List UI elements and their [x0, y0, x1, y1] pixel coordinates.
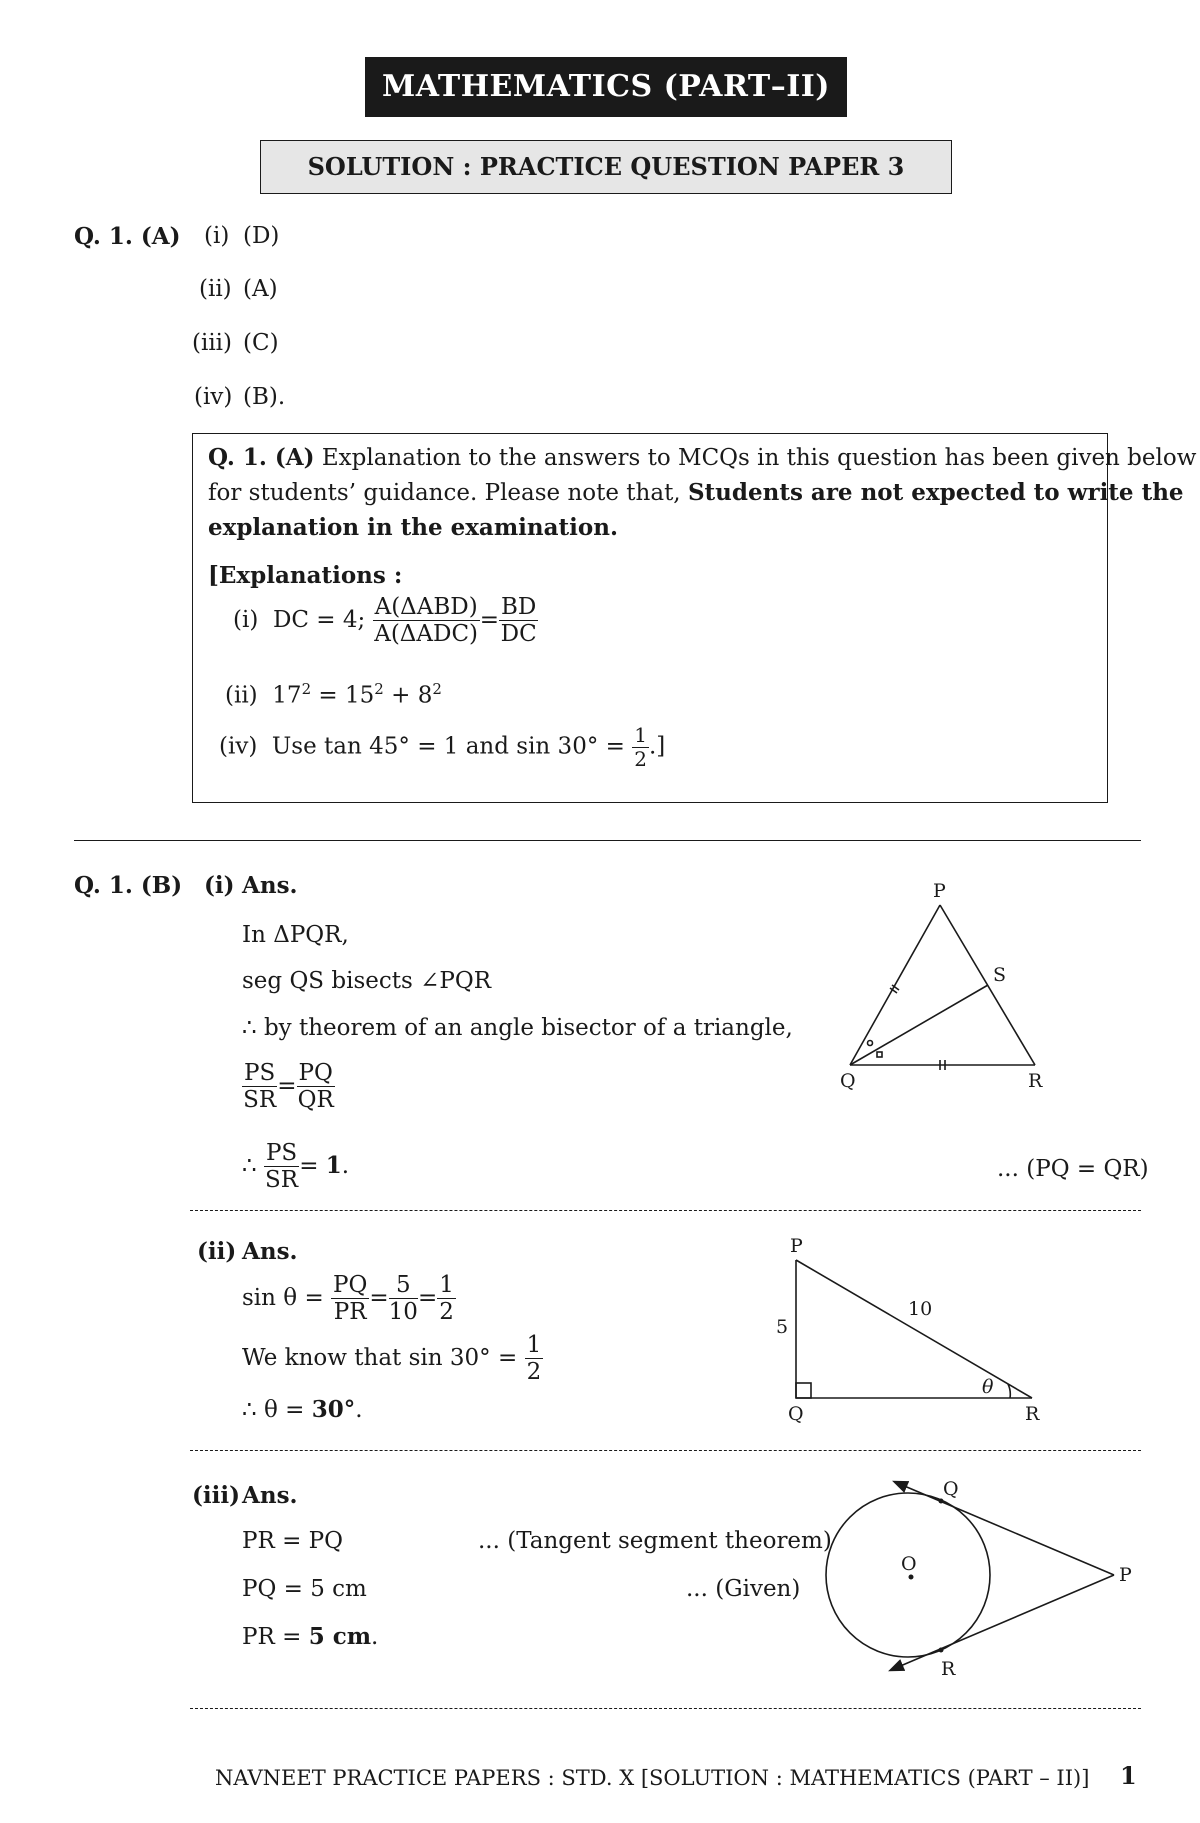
circle-tangents-figure	[815, 1465, 1145, 1685]
vertex-label-q: Q	[788, 1403, 804, 1425]
fraction-numerator: PS	[265, 1140, 298, 1166]
circle-o	[826, 1493, 990, 1657]
explanation-line-2	[208, 479, 1184, 508]
triangle-pqr-figure	[835, 875, 1055, 1095]
fraction-denominator: SR	[265, 1167, 299, 1194]
therefore-text: ∴ θ =	[242, 1397, 312, 1423]
equals-sign: =	[277, 1072, 297, 1099]
part-ii-result	[242, 1396, 363, 1425]
item-text: Use tan 45° = 1 and sin 30° =	[271, 733, 625, 760]
q1a-answer-num: (ii)	[199, 276, 232, 302]
fraction-denominator: 2	[634, 747, 647, 771]
part-ii-know	[242, 1332, 543, 1386]
dashed-divider	[190, 1450, 1141, 1451]
fraction-numerator: PS	[244, 1060, 276, 1086]
fraction-denominator: SR	[243, 1087, 277, 1114]
part-i-result	[242, 1140, 349, 1194]
part-iii-num: (iii)	[192, 1482, 240, 1509]
half-fraction	[632, 724, 649, 771]
point-label-p: P	[1119, 1564, 1132, 1586]
page-subtitle: SOLUTION : PRACTICE QUESTION PAPER 3	[260, 140, 952, 194]
vertex-label-r: R	[1025, 1403, 1040, 1425]
fraction-denominator: PR	[333, 1299, 367, 1326]
point-label-r: R	[941, 1658, 956, 1680]
angle-arc	[1008, 1384, 1010, 1398]
dashed-divider	[190, 1708, 1141, 1709]
know-text: We know that sin 30° =	[242, 1344, 518, 1371]
q1a-answer-num: (i)	[204, 223, 230, 249]
ratio-side-fraction	[499, 594, 538, 648]
q1a-answer-num: (iv)	[194, 384, 233, 410]
result-value: 1	[325, 1151, 342, 1179]
term: 17	[272, 682, 302, 709]
fraction-denominator: DC	[500, 621, 537, 648]
q1a-answer-value: (C)	[243, 330, 279, 356]
item-prefix: DC = 4;	[272, 606, 366, 633]
q1a-label: Q. 1. (A)	[74, 223, 181, 250]
fraction-numerator: 1	[634, 723, 647, 747]
explanation-line-1	[208, 444, 1196, 473]
explanation-item-i	[233, 594, 538, 648]
item-end: .]	[648, 733, 666, 760]
dashed-divider	[190, 1210, 1141, 1211]
vertex-label-r: R	[1028, 1070, 1043, 1092]
half-fraction	[437, 1272, 456, 1326]
result-prefix: PR =	[242, 1624, 309, 1650]
part-i-ratio	[242, 1060, 335, 1114]
explanation-warning-cont: explanation in the examination.	[208, 514, 618, 541]
side-pq	[850, 905, 940, 1065]
vertex-label-p: P	[933, 880, 946, 902]
result-end: .	[341, 1152, 350, 1179]
pq-pr-fraction	[331, 1272, 369, 1326]
fraction-numerator: 1	[439, 1272, 454, 1298]
fraction-numerator: PQ	[298, 1060, 333, 1086]
side-pr	[796, 1260, 1032, 1398]
part-i-line: In ΔPQR,	[242, 922, 349, 948]
exponent: 2	[432, 680, 442, 698]
right-triangle-figure	[770, 1230, 1050, 1430]
item-num: (i)	[233, 606, 259, 633]
result-value: 5 cm	[308, 1623, 372, 1650]
term: + 8	[383, 682, 433, 709]
explanation-note: for students’ guidance. Please note that,	[208, 480, 688, 506]
part-i-line: ∴ by theorem of an angle bisector of a triangle,	[242, 1015, 793, 1041]
part-iii-reason: ... (Given)	[686, 1576, 801, 1602]
equals-sign: =	[479, 606, 499, 633]
five-ten-fraction	[389, 1272, 418, 1326]
part-ii-num: (ii)	[197, 1238, 237, 1265]
point-label-q: Q	[943, 1478, 959, 1500]
angle-label-theta: θ	[982, 1376, 994, 1398]
explanation-box	[192, 433, 1197, 803]
half-fraction	[525, 1332, 544, 1386]
ratio-area-fraction	[373, 594, 480, 648]
section-divider	[74, 840, 1141, 841]
bisector-qs	[850, 985, 988, 1065]
equals-sign: =	[299, 1152, 326, 1179]
angle-mark	[868, 1041, 873, 1046]
exponent: 2	[301, 680, 312, 698]
right-angle-mark	[796, 1383, 811, 1398]
center-label-o: O	[901, 1553, 917, 1575]
fraction-denominator: A(ΔADC)	[374, 621, 479, 648]
equals-sign: =	[369, 1284, 389, 1311]
therefore-symbol: ∴	[242, 1152, 257, 1179]
part-iii-ans: Ans.	[242, 1482, 298, 1509]
q1a-answer-num: (iii)	[192, 330, 233, 356]
pq-qr-fraction	[297, 1060, 335, 1114]
fraction-denominator: 2	[439, 1299, 454, 1326]
q1a-answer-value: (B).	[243, 384, 286, 410]
result-end: .	[371, 1624, 379, 1650]
explanation-warning: Students are not expected to write the	[687, 479, 1184, 506]
explanations-heading: [Explanations :	[208, 562, 403, 589]
equals-sign: =	[417, 1284, 438, 1311]
page-title: MATHEMATICS (PART–II)	[365, 57, 847, 117]
page-number: 1	[1120, 1761, 1137, 1790]
exponent: 2	[374, 680, 384, 698]
point-r-dot	[939, 1648, 944, 1653]
fraction-numerator: PQ	[333, 1272, 368, 1298]
point-label-s: S	[993, 964, 1007, 986]
footer-text: NAVNEET PRACTICE PAPERS : STD. X [SOLUTION : MATHEMATICS (PART – II)]	[215, 1766, 1090, 1790]
fraction-numerator: BD	[500, 594, 537, 620]
part-iii-line: PQ = 5 cm	[242, 1576, 367, 1602]
angle-mark	[877, 1052, 882, 1057]
side-length-pr: 10	[908, 1298, 933, 1320]
explanation-lead-text: Explanation to the answers to MCQs in this question has been given below	[314, 445, 1197, 471]
q1a-answer-value: (D)	[243, 223, 280, 249]
item-num: (iv)	[219, 733, 258, 760]
explanation-item-ii	[225, 680, 442, 710]
part-i-reason: ... (PQ = QR)	[997, 1156, 1149, 1182]
fraction-numerator: 1	[526, 1332, 542, 1358]
fraction-denominator: QR	[297, 1087, 334, 1114]
term: = 15	[311, 682, 375, 709]
result-value: 30°	[311, 1396, 356, 1423]
fraction-denominator: 10	[388, 1299, 418, 1326]
side-length-pq: 5	[776, 1316, 789, 1338]
center-dot	[909, 1575, 914, 1580]
tangent-pq	[895, 1482, 1114, 1575]
result-end: .	[355, 1397, 363, 1423]
explanation-item-iv	[219, 724, 665, 771]
fraction-numerator: A(ΔABD)	[374, 594, 478, 620]
part-iii-reason: ... (Tangent segment theorem)	[478, 1528, 832, 1554]
part-ii-sin	[242, 1272, 456, 1326]
part-ii-ans: Ans.	[242, 1238, 298, 1265]
q1b-label: Q. 1. (B)	[74, 872, 183, 899]
part-i-ans: Ans.	[242, 872, 298, 899]
ps-sr-fraction	[264, 1140, 299, 1194]
vertex-label-q: Q	[840, 1070, 856, 1092]
sin-prefix: sin θ =	[242, 1284, 324, 1311]
part-i-line: seg QS bisects ∠PQR	[242, 968, 492, 994]
ps-sr-fraction	[242, 1060, 277, 1114]
item-num: (ii)	[225, 682, 258, 709]
part-i-num: (i)	[204, 872, 235, 899]
fraction-denominator: 2	[526, 1359, 542, 1386]
explanation-lead: Q. 1. (A)	[208, 444, 315, 471]
part-iii-line: PR = PQ	[242, 1528, 344, 1554]
fraction-numerator: 5	[389, 1272, 418, 1299]
tangent-pr	[891, 1575, 1114, 1670]
vertex-label-p: P	[790, 1235, 803, 1257]
q1a-answer-value: (A)	[243, 276, 278, 302]
part-iii-result	[242, 1623, 378, 1652]
